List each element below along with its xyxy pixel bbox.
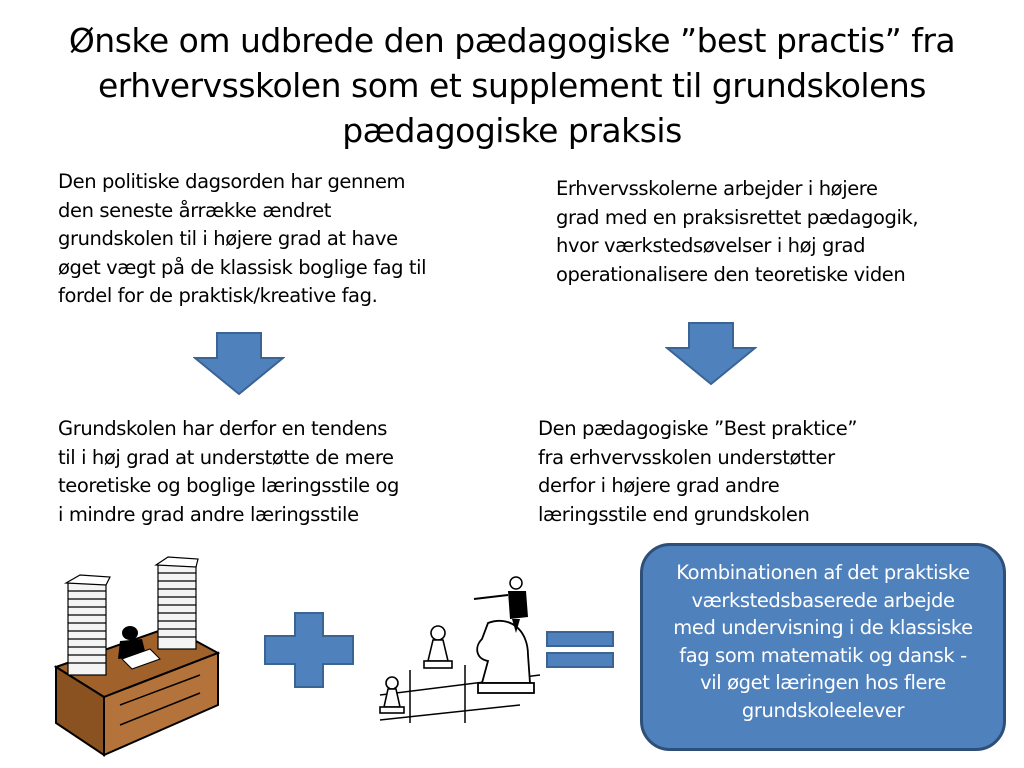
callout-line: værkstedsbaserede arbejde [691, 588, 955, 612]
text-line: Grundskolen har derfor en tendens [58, 417, 388, 440]
primary-school-tendency-text [58, 415, 399, 529]
text-line: teoretiske og boglige læringsstile og [58, 474, 400, 497]
text-line: grad med en praksisrettet pædagogik, [556, 205, 919, 229]
title-line-2: erhvervsskolen som et supplement til grundskolens [98, 66, 926, 105]
text-line: fra erhvervsskolen understøtter [538, 445, 835, 469]
text-line: øget vægt på de klassisk boglige fag til [58, 255, 427, 279]
plus-icon [263, 612, 355, 688]
callout-line: fag som matematik og dansk - [679, 643, 967, 667]
title-line-3: pædagogiske praksis [342, 111, 682, 150]
equals-icon [545, 630, 615, 670]
text-line: Den politiske dagsorden har gennem [58, 170, 406, 193]
arrow-down-icon [193, 332, 285, 396]
title-line-1: Ønske om udbrede den pædagogiske ”best practis” fra [68, 21, 956, 60]
text-line: Erhvervsskolerne arbejder i højere [556, 177, 878, 200]
best-practice-text [538, 415, 857, 529]
chess-pieces-clipart [370, 575, 550, 725]
paper-stack-desk-clipart [50, 555, 220, 760]
callout-line: vil øget læringen hos flere [700, 671, 946, 694]
text-line: til i høj grad at understøtte de mere [58, 445, 394, 469]
text-line: læringsstile end grundskolen [538, 502, 810, 526]
arrow-down-icon [665, 322, 757, 386]
text-line: hvor værkstedsøvelser i høj grad [556, 234, 866, 257]
callout-line: grundskoleelever [741, 698, 905, 722]
text-line: Den pædagogiske ”Best praktice” [538, 417, 858, 440]
text-line: operationalisere den teoretiske viden [556, 262, 906, 286]
vocational-schools-text [556, 175, 918, 289]
text-line: grundskolen til i højere grad at have [58, 227, 398, 250]
callout-line: med undervisning i de klassiske [673, 616, 973, 639]
callout-line: Kombinationen af det praktiske [676, 561, 970, 584]
text-line: derfor i højere grad andre [538, 474, 780, 497]
political-agenda-text [58, 168, 426, 311]
text-line: den seneste årrække ændret [58, 198, 332, 222]
text-line: fordel for de praktisk/kreative fag. [58, 284, 378, 307]
text-line: i mindre grad andre læringsstile [58, 502, 359, 526]
slide-title [30, 18, 994, 153]
combination-callout [640, 543, 1006, 751]
